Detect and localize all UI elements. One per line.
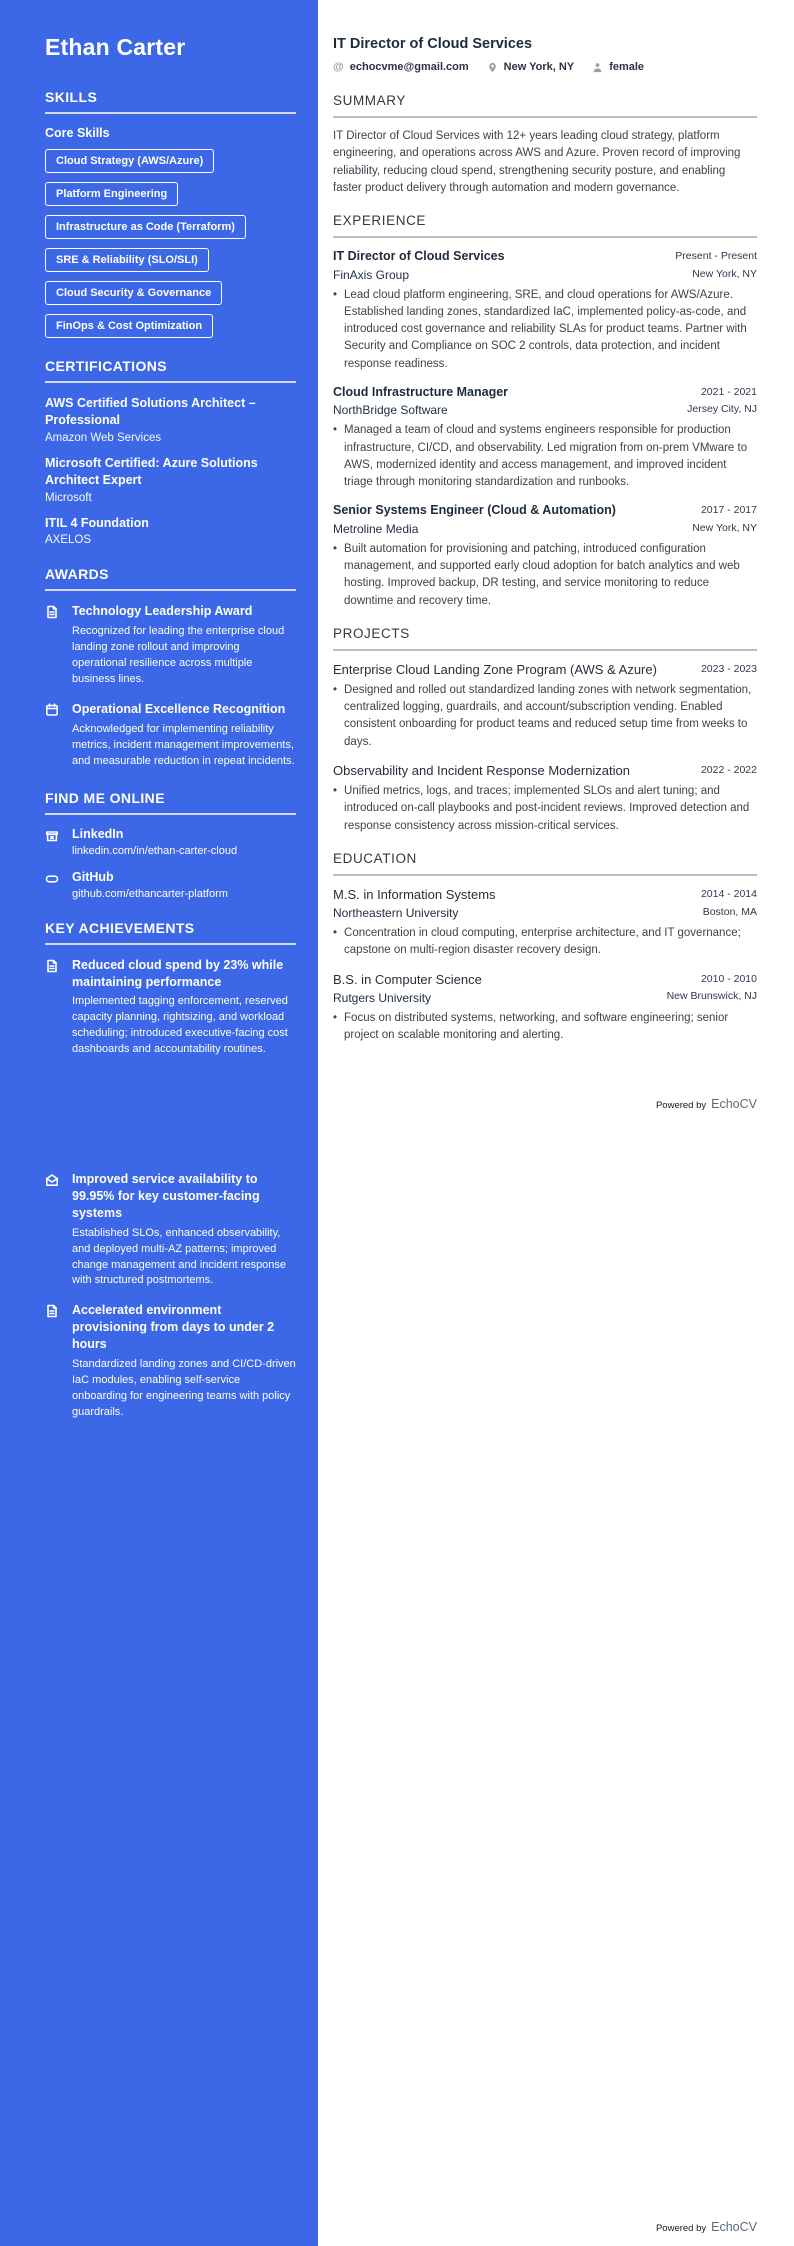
online-profile-item bbox=[45, 827, 296, 857]
sidebar bbox=[0, 0, 318, 1123]
education-section bbox=[333, 851, 757, 1044]
job-title: IT Director of Cloud Services bbox=[333, 249, 505, 263]
education-dates: 2010 - 2010 bbox=[700, 972, 757, 985]
education-entry bbox=[333, 886, 757, 960]
certification-name: ITIL 4 Foundation bbox=[45, 515, 149, 530]
echocv-brand: EchoCV bbox=[711, 2220, 757, 2234]
file-icon bbox=[45, 959, 59, 973]
job-bullet-text: Built automation for provisioning and patching, introduced configuration management, and supported early cloud adoption for batch analytics and web hosting. Improved backup, DR testing, and service monitoring to reduce downtime and recovery time. bbox=[344, 542, 740, 607]
project-bullet-text: Designed and rolled out standardized landing zones with network segmentation, centralized logging, guardrails, and account/subscription vending. Enabled consistent onboarding for product teams and reduced setup time from weeks to days. bbox=[344, 683, 752, 748]
summary-section bbox=[333, 93, 757, 197]
job-bullet bbox=[333, 287, 757, 373]
award-description: Recognized for leading the enterprise cloud landing zone rollout and improving operational resilience across multiple business lines. bbox=[72, 625, 285, 686]
education-bullet-text: Concentration in cloud computing, enterprise architecture, and IT governance; capstone on multi-region disaster recovery design. bbox=[344, 927, 741, 957]
skills-group-label: Core Skills bbox=[45, 126, 110, 140]
online-profile-body bbox=[72, 870, 228, 900]
page-footer bbox=[656, 2220, 757, 2234]
job-bullet-text: Lead cloud platform engineering, SRE, and cloud operations for AWS/Azure. Established landing zones, standardized IaC, implemented policy-as-code, and introduced cost governance and reliability SLAs for product teams. Partner with Security and Compliance on SOC 2 controls, data protection, and incident response readiness. bbox=[344, 288, 747, 370]
contact-email bbox=[333, 61, 469, 73]
certification-item bbox=[45, 515, 296, 547]
candidate-name: Ethan Carter bbox=[45, 34, 186, 60]
bullet-dot bbox=[333, 287, 337, 373]
award-item bbox=[45, 603, 296, 688]
online-profile-url[interactable]: linkedin.com/in/ethan-carter-cloud bbox=[72, 844, 238, 857]
powered-by-label: Powered by bbox=[655, 2223, 707, 2234]
job-company: NorthBridge Software bbox=[333, 403, 448, 418]
job-company: FinAxis Group bbox=[333, 267, 410, 282]
achievement-item bbox=[45, 957, 296, 1059]
resume-headline: IT Director of Cloud Services bbox=[333, 36, 533, 52]
job-dates: 2017 - 2017 bbox=[700, 504, 757, 517]
project-dates: 2022 - 2022 bbox=[700, 763, 757, 776]
awards-section bbox=[45, 566, 296, 769]
location-pin-icon bbox=[487, 62, 498, 73]
key-achievements-section bbox=[45, 920, 296, 1059]
job-title: Senior Systems Engineer (Cloud & Automation) bbox=[333, 503, 616, 518]
certification-item bbox=[45, 395, 296, 444]
certification-issuer: Microsoft bbox=[45, 491, 92, 504]
experience-heading: EXPERIENCE bbox=[333, 213, 757, 238]
achievement-title: Accelerated environment provisioning from days to under 2 hours bbox=[72, 1303, 275, 1352]
skill-tag: SRE & Reliability (SLO/SLI) bbox=[45, 248, 209, 272]
education-bullet bbox=[333, 925, 757, 960]
summary-text: IT Director of Cloud Services with 12+ years leading cloud strategy, platform engineering, and operations across AWS and Azure. Proven record of improving reliability, reducing cloud spend, strengthening security posture, and enabling faster product delivery through automation and modern governance. bbox=[333, 130, 741, 194]
find-me-online-section bbox=[45, 790, 296, 900]
bullet-dot bbox=[333, 682, 337, 751]
certification-issuer: AXELOS bbox=[45, 534, 92, 547]
calendar-icon bbox=[45, 703, 59, 717]
education-entry bbox=[333, 971, 757, 1045]
sidebar-continued bbox=[0, 1123, 318, 2246]
education-bullet-text: Focus on distributed systems, networking, and software engineering; senior project on scalable monitoring and alerting. bbox=[344, 1011, 729, 1041]
online-profile-url[interactable]: github.com/ethancarter-platform bbox=[72, 887, 228, 900]
key-achievements-heading: KEY ACHIEVEMENTS bbox=[45, 920, 296, 945]
contact-location-value: New York, NY bbox=[503, 61, 575, 73]
certification-name: AWS Certified Solutions Architect – Professional bbox=[45, 396, 256, 427]
achievement-description: Standardized landing zones and CI/CD-driven IaC modules, enabling self-service onboarding for engineering teams with policy guardrails. bbox=[72, 1358, 296, 1418]
job-title: Cloud Infrastructure Manager bbox=[333, 384, 509, 399]
projects-heading: PROJECTS bbox=[333, 626, 757, 651]
page-footer bbox=[656, 1097, 757, 1111]
linkedin-icon bbox=[45, 829, 59, 843]
experience-entry bbox=[333, 384, 757, 492]
job-dates: 2021 - 2021 bbox=[700, 385, 757, 398]
school-name: Northeastern University bbox=[333, 906, 459, 921]
achievement-body bbox=[72, 957, 296, 1059]
award-description: Acknowledged for implementing reliability metrics, incident management improvements, and measurable reduction in repeat incidents. bbox=[72, 722, 295, 767]
main-column-page-2 bbox=[318, 1123, 794, 2246]
skill-tag: Platform Engineering bbox=[45, 182, 178, 206]
job-location: New York, NY bbox=[692, 267, 757, 280]
job-location: New York, NY bbox=[692, 521, 757, 534]
achievement-description: Implemented tagging enforcement, reserved capacity planning, rightsizing, and workload scheduling; introduced executive-facing cost dashboards and accountability routines. bbox=[72, 995, 288, 1056]
experience-entry bbox=[333, 502, 757, 610]
skill-tag: Cloud Security & Governance bbox=[45, 281, 222, 305]
contact-location bbox=[487, 61, 575, 73]
echocv-brand: EchoCV bbox=[711, 1097, 757, 1111]
experience-entry bbox=[333, 248, 757, 373]
bullet-dot bbox=[333, 422, 337, 491]
achievement-description: Established SLOs, enhanced observability, and deployed multi-AZ patterns; improved change management and incident response with structured postmortems. bbox=[72, 1226, 287, 1287]
certification-issuer: Amazon Web Services bbox=[45, 431, 162, 444]
project-title: Observability and Incident Response Modernization bbox=[333, 762, 631, 778]
contact-email-value[interactable]: echocvme@gmail.com bbox=[349, 61, 469, 73]
education-location: New Brunswick, NJ bbox=[666, 989, 757, 1002]
online-profile-label[interactable]: GitHub bbox=[72, 869, 114, 884]
powered-by-label: Powered by bbox=[655, 1100, 707, 1111]
bullet-dot bbox=[333, 925, 337, 960]
job-location: Jersey City, NJ bbox=[687, 403, 757, 416]
certification-name: Microsoft Certified: Azure Solutions Architect Expert bbox=[45, 455, 258, 487]
skill-tag: Infrastructure as Code (Terraform) bbox=[45, 215, 246, 239]
award-body bbox=[72, 701, 296, 770]
project-bullet bbox=[333, 783, 757, 835]
education-location: Boston, MA bbox=[702, 906, 757, 919]
award-item bbox=[45, 701, 296, 770]
award-title: Technology Leadership Award bbox=[72, 604, 253, 619]
education-bullet bbox=[333, 1010, 757, 1045]
online-profile-item bbox=[45, 870, 296, 900]
project-dates: 2023 - 2023 bbox=[700, 662, 757, 675]
bullet-dot bbox=[333, 1010, 337, 1045]
main-column bbox=[318, 0, 794, 1123]
certifications-section bbox=[45, 358, 296, 546]
award-body bbox=[72, 603, 296, 688]
skills-section bbox=[45, 89, 296, 338]
education-dates: 2014 - 2014 bbox=[700, 887, 757, 900]
certifications-heading: CERTIFICATIONS bbox=[45, 358, 296, 383]
achievement-item bbox=[45, 1302, 296, 1420]
project-bullet-text: Unified metrics, logs, and traces; implemented SLOs and alert tuning; and introduced on-call playbooks and post-incident reviews. Improved detection and response consistency across mission-critical services. bbox=[344, 785, 750, 832]
school-name: Rutgers University bbox=[333, 990, 432, 1005]
award-title: Operational Excellence Recognition bbox=[72, 702, 286, 716]
achievement-item bbox=[45, 1171, 296, 1289]
education-heading: EDUCATION bbox=[333, 851, 757, 876]
bullet-dot bbox=[333, 541, 337, 610]
degree-title: M.S. in Information Systems bbox=[333, 886, 496, 902]
achievement-title: Improved service availability to 99.95% for key customer-facing systems bbox=[72, 1172, 260, 1220]
achievement-body bbox=[72, 1171, 296, 1289]
contact-row bbox=[333, 61, 757, 73]
person-icon bbox=[592, 62, 603, 73]
find-me-online-heading: FIND ME ONLINE bbox=[45, 790, 296, 815]
mail-open-icon bbox=[45, 1173, 59, 1187]
file-icon bbox=[45, 1304, 59, 1318]
project-bullet bbox=[333, 682, 757, 751]
skill-tag: Cloud Strategy (AWS/Azure) bbox=[45, 149, 214, 173]
file-icon bbox=[45, 605, 59, 619]
job-company: Metroline Media bbox=[333, 521, 419, 536]
projects-section bbox=[333, 626, 757, 835]
awards-heading: AWARDS bbox=[45, 566, 296, 591]
job-dates: Present - Present bbox=[675, 250, 757, 262]
project-title: Enterprise Cloud Landing Zone Program (AWS & Azure) bbox=[333, 661, 657, 677]
skills-heading: SKILLS bbox=[45, 89, 296, 114]
achievement-body bbox=[72, 1302, 296, 1420]
certification-item bbox=[45, 455, 296, 504]
github-icon bbox=[45, 872, 59, 886]
job-bullet bbox=[333, 422, 757, 491]
experience-section bbox=[333, 213, 757, 610]
contact-gender bbox=[592, 61, 644, 73]
online-profile-label[interactable]: LinkedIn bbox=[72, 826, 124, 841]
job-bullet-text: Managed a team of cloud and systems engineers responsible for production infrastructure, CI/CD, and observability. Led migration from on-prem VMware to AWS, modernized identity and access management, and improved incident triage through monitoring standardization and runbooks. bbox=[344, 424, 748, 488]
degree-title: B.S. in Computer Science bbox=[333, 971, 482, 987]
resume-page-2 bbox=[0, 1123, 794, 2246]
at-icon: @ bbox=[333, 60, 344, 73]
online-profile-body bbox=[72, 827, 237, 857]
job-bullet bbox=[333, 541, 757, 610]
bullet-dot bbox=[333, 783, 337, 835]
skill-tag: FinOps & Cost Optimization bbox=[45, 314, 213, 338]
project-entry bbox=[333, 762, 757, 835]
achievement-title: Reduced cloud spend by 23% while maintaining performance bbox=[72, 957, 284, 989]
project-entry bbox=[333, 661, 757, 751]
summary-heading: SUMMARY bbox=[333, 93, 757, 118]
contact-gender-value: female bbox=[609, 61, 645, 73]
